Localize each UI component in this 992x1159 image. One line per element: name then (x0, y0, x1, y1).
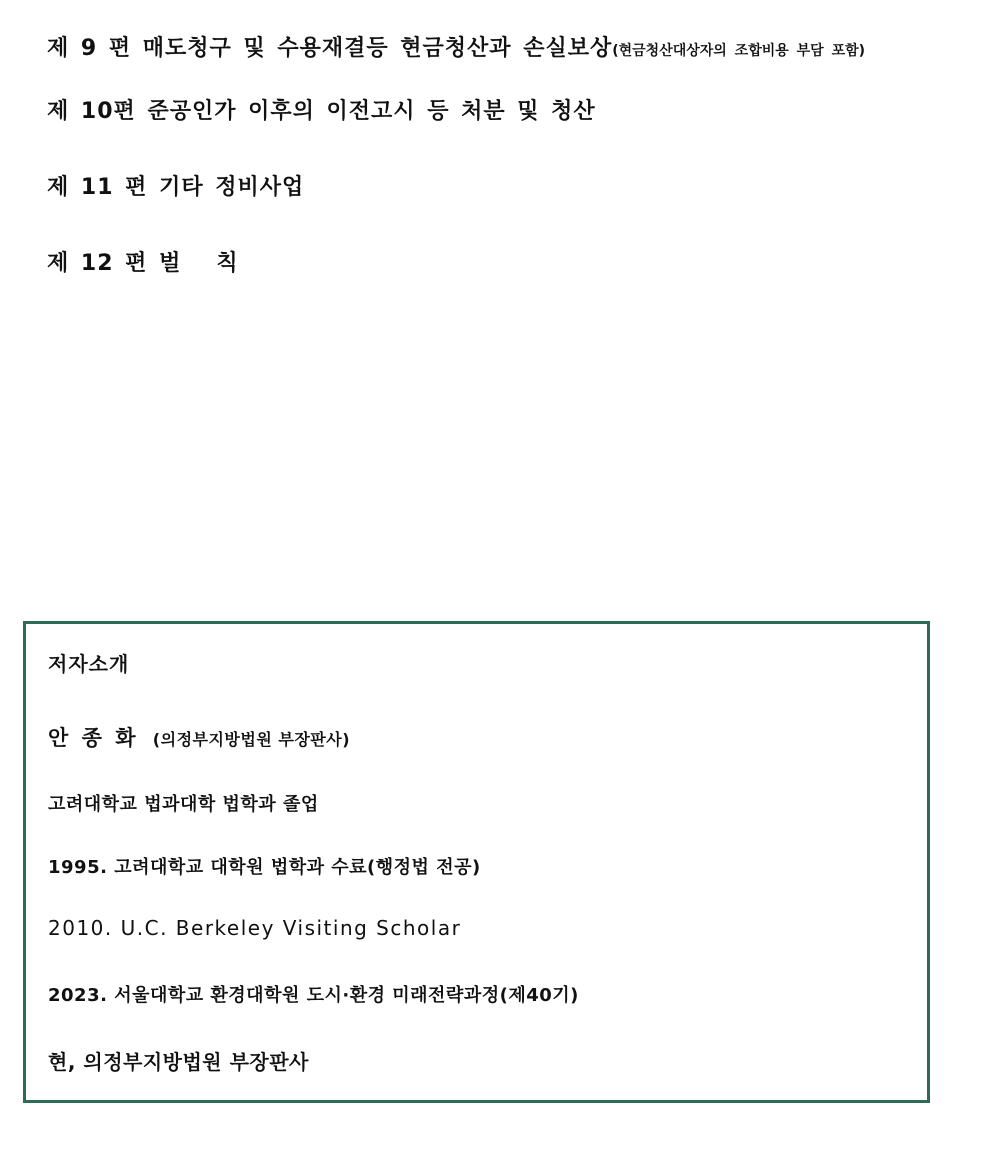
author-intro-box (23, 621, 930, 1103)
toc-entry-label: 제 12 편 벌 칙 (47, 251, 239, 276)
career-item-current: 현, 의정부지방법원 부장판사 (48, 1050, 309, 1074)
career-item-graduate: 1995. 고려대학교 대학원 법학과 수료(행정법 전공) (48, 857, 481, 878)
toc-entry-label: 제 9 편 매도청구 및 수용재결등 현금청산과 손실보상 (47, 36, 613, 61)
author-role: (의정부지방법원 부장판사) (152, 730, 351, 749)
toc-entry-label: 제 10편 준공인가 이후의 이전고시 등 처분 및 청산 (47, 99, 596, 124)
toc-entry-part-12 (47, 253, 239, 275)
toc-entry-label: 제 11 편 기타 정비사업 (47, 175, 305, 200)
toc-entry-part-10 (47, 101, 596, 123)
toc-entry-part-9 (47, 38, 865, 60)
career-item-visiting: 2010. U.C. Berkeley Visiting Scholar (48, 916, 462, 940)
toc-entry-part-11 (47, 177, 304, 199)
toc-entry-note: (현금청산대상자의 조합비용 부담 포함) (612, 43, 866, 59)
career-item-education: 고려대학교 법과대학 법학과 졸업 (48, 794, 319, 815)
career-item-program: 2023. 서울대학교 환경대학원 도시·환경 미래전략과정(제40기) (48, 985, 579, 1006)
author-name: 안 종 화 (48, 726, 139, 750)
author-name-line (48, 722, 350, 752)
author-intro-heading: 저자소개 (48, 652, 130, 676)
